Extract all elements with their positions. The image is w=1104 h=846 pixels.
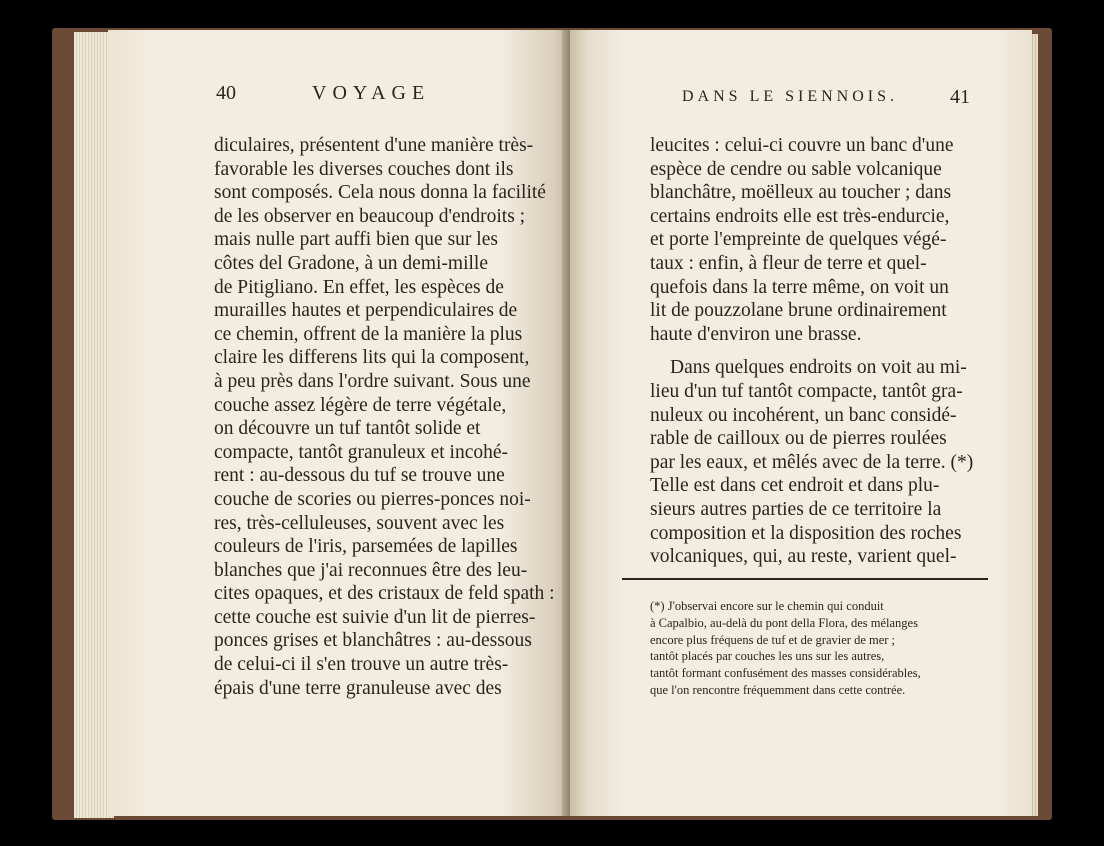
body-text bbox=[214, 134, 555, 700]
text-line: certains endroits elle est très-endurcie, bbox=[650, 205, 950, 227]
text-line: lieu d'un tuf tantôt compacte, tantôt gra- bbox=[650, 380, 963, 402]
text-line: leucites : celui-ci couvre un banc d'une bbox=[650, 135, 954, 156]
text-line: et porte l'empreinte de quelques végé- bbox=[650, 229, 947, 251]
text-line: par les eaux, et mêlés avec de la terre. (*) bbox=[650, 451, 974, 473]
text-line: côtes del Gradone, à un demi-mille bbox=[214, 252, 488, 274]
text-line: res, très-celluleuses, souvent avec les bbox=[214, 512, 505, 534]
footnote-line: que l'on rencontre fréquemment dans cette contrée. bbox=[650, 682, 906, 697]
text-line: ponces grises et blanchâtres : au-dessous bbox=[214, 630, 532, 652]
text-line: murailles hautes et perpendiculaires de bbox=[214, 300, 518, 322]
footnote-rule bbox=[622, 578, 988, 580]
footnote-line: tantôt formant confusément des masses considérables, bbox=[650, 666, 921, 681]
running-title: VOYAGE bbox=[312, 82, 431, 104]
text-line: à peu près dans l'ordre suivant. Sous une bbox=[214, 370, 531, 392]
text-line: épais d'une terre granuleuse avec des bbox=[214, 677, 502, 699]
text-line: on découvre un tuf tantôt solide et bbox=[214, 418, 481, 440]
text-line: nuleux ou incohérent, un banc considé- bbox=[650, 404, 957, 426]
text-line: de celui-ci il s'en trouve un autre très- bbox=[214, 654, 509, 676]
running-title: DANS LE SIENNOIS. bbox=[682, 88, 898, 105]
text-line: blanchâtre, moëlleux au toucher ; dans bbox=[650, 182, 952, 204]
text-line: compacte, tantôt granuleux et incohé- bbox=[214, 441, 509, 463]
right-page bbox=[570, 30, 1032, 816]
page-number: 40 bbox=[216, 82, 236, 104]
text-line: couche de scories ou pierres-ponces noi- bbox=[214, 488, 531, 510]
text-line: Telle est dans cet endroit et dans plu- bbox=[650, 475, 940, 497]
text-line: sont composés. Cela nous donna la facilité bbox=[214, 182, 546, 204]
text-line: de Pitigliano. En effet, les espèces de bbox=[214, 276, 504, 298]
text-line: Dans quelques endroits on voit au mi- bbox=[670, 357, 967, 379]
text-line: mais nulle part auffi bien que sur les bbox=[214, 229, 498, 251]
text-line: cette couche est suivie d'un lit de pierres- bbox=[214, 606, 536, 628]
text-line: diculaires, présentent d'une manière très- bbox=[214, 135, 534, 156]
text-line: rent : au-dessous du tuf se trouve une bbox=[214, 465, 505, 487]
text-line: quefois dans la terre même, on voit un bbox=[650, 276, 949, 298]
footnote-line: tantôt placés par couches les uns sur les autres, bbox=[650, 649, 885, 664]
footnote bbox=[650, 598, 980, 699]
text-line: ce chemin, offrent de la manière la plus bbox=[214, 323, 523, 345]
footnote-line: encore plus fréquens de tuf et de gravier de mer ; bbox=[650, 632, 896, 647]
body-text bbox=[650, 134, 980, 569]
text-line: haute d'environ une brasse. bbox=[650, 323, 862, 345]
text-line: couleurs de l'iris, parsemées de lapilles bbox=[214, 536, 518, 558]
text-line: lit de pouzzolane brune ordinairement bbox=[650, 300, 947, 322]
text-line: sieurs autres parties de ce territoire la bbox=[650, 498, 942, 520]
page-number: 41 bbox=[950, 86, 970, 108]
text-line: favorable les diverses couches dont ils bbox=[214, 158, 514, 180]
text-line: espèce de cendre ou sable volcanique bbox=[650, 158, 942, 180]
footnote-line: à Capalbio, au-delà du pont della Flora, des mélanges bbox=[650, 615, 918, 630]
text-line: rable de cailloux ou de pierres roulées bbox=[650, 428, 947, 450]
text-line: couche assez légère de terre végétale, bbox=[214, 394, 507, 416]
text-line: taux : enfin, à fleur de terre et quel- bbox=[650, 252, 927, 274]
left-page bbox=[108, 30, 568, 816]
footnote-line: (*) J'observai encore sur le chemin qui conduit bbox=[650, 599, 884, 613]
text-line: volcaniques, qui, au reste, varient quel- bbox=[650, 546, 957, 568]
text-line: blanches que j'ai reconnues être des leu- bbox=[214, 559, 528, 581]
text-line: cites opaques, et des cristaux de feld spath : bbox=[214, 583, 555, 605]
text-line: claire les differens lits qui la composent, bbox=[214, 347, 530, 369]
text-line: de les observer en beaucoup d'endroits ; bbox=[214, 205, 526, 227]
text-line: composition et la disposition des roches bbox=[650, 522, 962, 544]
